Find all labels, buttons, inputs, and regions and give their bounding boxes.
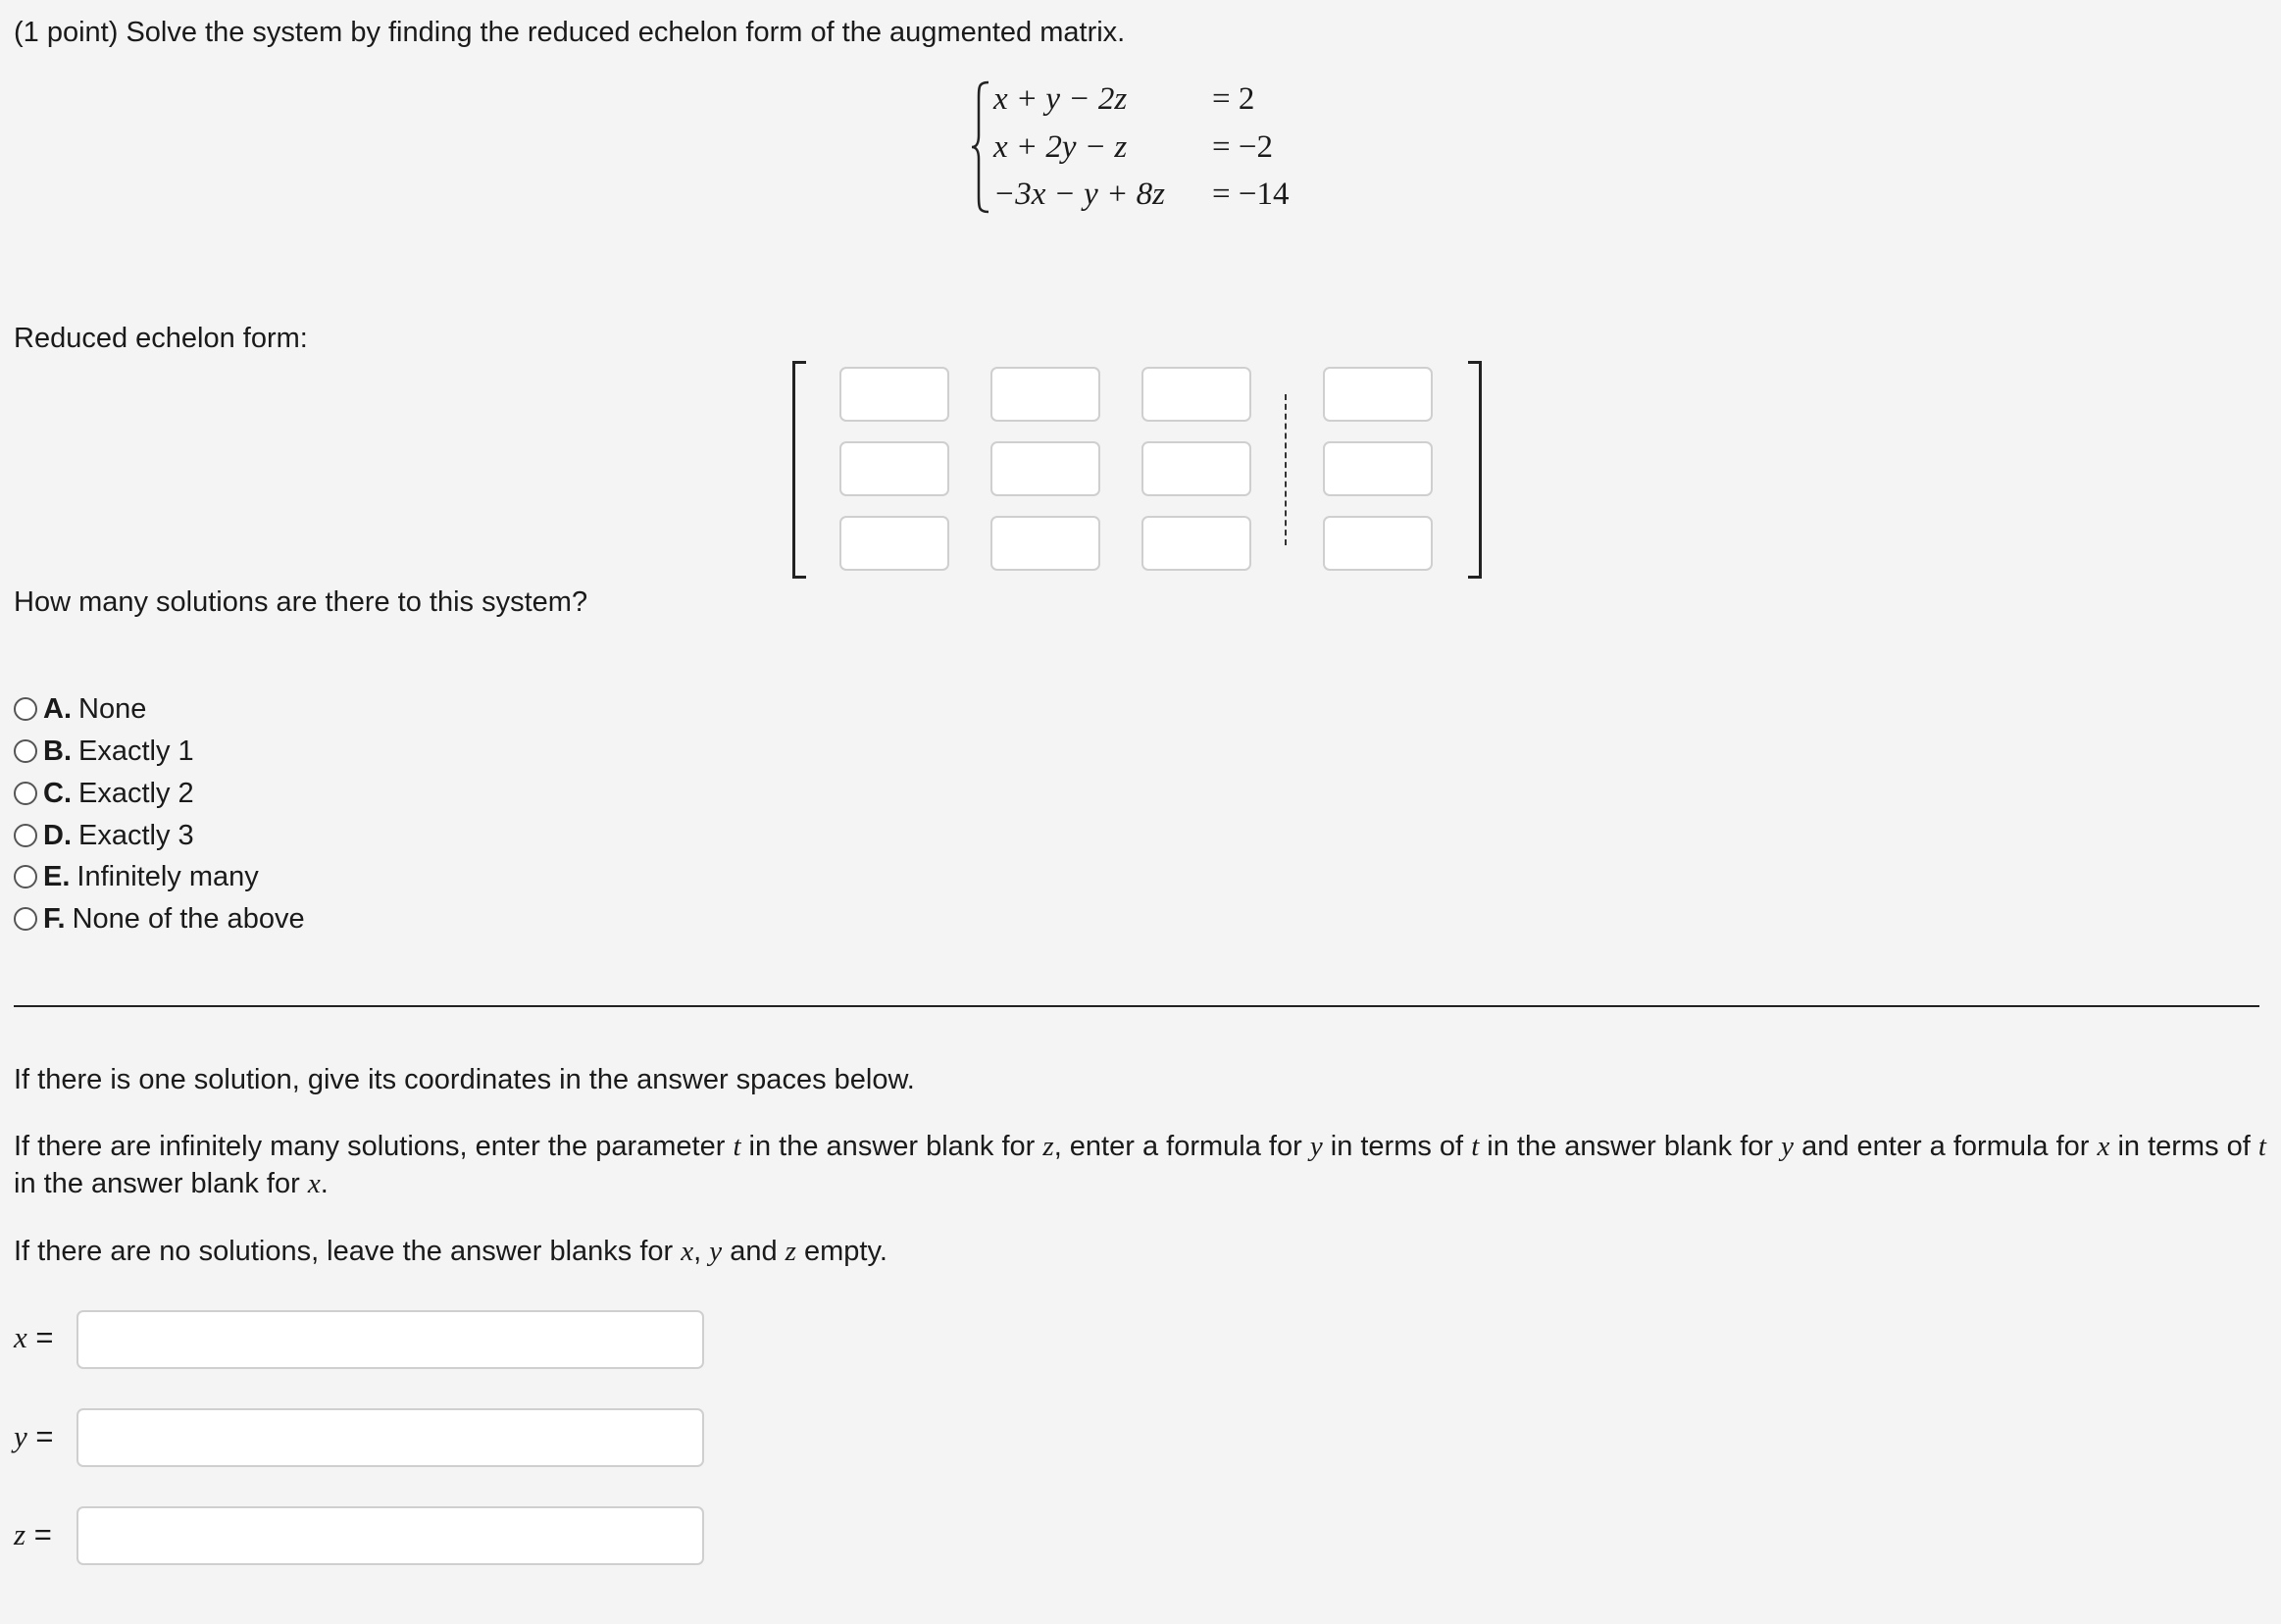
- instruction-text: in the answer blank for: [740, 1131, 1043, 1162]
- var-x: x: [14, 1320, 27, 1354]
- equation-1-rhs: = 2: [1212, 81, 1255, 117]
- matrix-right-bracket: [1468, 361, 1482, 579]
- var-z: z: [14, 1517, 26, 1551]
- equation-3-lhs: −3x − y + 8z: [993, 177, 1165, 212]
- radio-e[interactable]: [14, 865, 37, 888]
- var-y: y: [1781, 1131, 1795, 1162]
- matrix-cell-r3-c4[interactable]: [1323, 516, 1433, 571]
- y-answer-label: [14, 1417, 53, 1456]
- choice-c-letter: C.: [43, 777, 72, 809]
- choice-f[interactable]: [14, 899, 305, 939]
- var-y: y: [14, 1419, 27, 1453]
- choice-c[interactable]: [14, 774, 194, 813]
- matrix-cell-r3-c3[interactable]: [1141, 516, 1251, 571]
- var-x: x: [2097, 1131, 2110, 1162]
- choice-b[interactable]: [14, 732, 194, 771]
- instruction-no-solutions: [14, 1233, 887, 1270]
- choice-c-text: Exactly 2: [78, 777, 194, 809]
- choice-e-letter: E.: [43, 860, 71, 892]
- choice-f-text: None of the above: [72, 902, 305, 935]
- equation-1-lhs: x + y − 2z: [993, 81, 1128, 117]
- instruction-infinite-solutions: [14, 1128, 2266, 1202]
- equation-2-rhs: = −2: [1212, 129, 1273, 165]
- choice-e-text: Infinitely many: [76, 860, 259, 892]
- equation-3-rhs: = −14: [1212, 177, 1290, 212]
- var-z: z: [1042, 1131, 1054, 1162]
- matrix-cell-r3-c1[interactable]: [839, 516, 949, 571]
- var-t: t: [2257, 1131, 2266, 1162]
- matrix-cell-r2-c2[interactable]: [990, 441, 1100, 496]
- instruction-text: in the answer blank for: [14, 1168, 308, 1199]
- var-t: t: [733, 1131, 741, 1162]
- choice-e[interactable]: [14, 857, 259, 896]
- instruction-text: If there are no solutions, leave the answer blanks for: [14, 1236, 682, 1267]
- choice-a-text: None: [78, 692, 147, 725]
- choice-f-letter: F.: [43, 902, 66, 935]
- var-t: t: [1471, 1131, 1480, 1162]
- instruction-text: .: [320, 1168, 329, 1199]
- radio-b[interactable]: [14, 739, 37, 763]
- equals-sign: =: [26, 1320, 54, 1354]
- instruction-text: ,: [693, 1236, 710, 1267]
- var-x: x: [681, 1236, 694, 1267]
- instruction-text: in terms of: [1322, 1131, 1472, 1162]
- matrix-cell-r2-c1[interactable]: [839, 441, 949, 496]
- instruction-infinite-line-1: [14, 1128, 2266, 1165]
- instruction-text: and: [722, 1236, 786, 1267]
- choice-d-letter: D.: [43, 819, 72, 851]
- augmented-separator: [1285, 394, 1287, 545]
- instruction-infinite-line-2: [14, 1165, 2259, 1202]
- radio-a[interactable]: [14, 697, 37, 721]
- equation-2-lhs: x + 2y − z: [993, 129, 1128, 165]
- z-answer-input[interactable]: [76, 1506, 704, 1565]
- matrix-cell-r1-c3[interactable]: [1141, 367, 1251, 422]
- radio-f[interactable]: [14, 907, 37, 931]
- var-y: y: [709, 1236, 723, 1267]
- instruction-text: and enter a formula for: [1794, 1131, 2098, 1162]
- choice-d-text: Exactly 3: [78, 819, 194, 851]
- equals-sign: =: [26, 1419, 54, 1453]
- instruction-text: empty.: [795, 1236, 887, 1267]
- x-answer-label: [14, 1318, 53, 1357]
- problem-prompt: (1 point) Solve the system by finding the reduced echelon form of the augmented matrix.: [14, 17, 1126, 48]
- var-z: z: [785, 1236, 796, 1267]
- choice-b-letter: B.: [43, 735, 72, 767]
- section-divider: [14, 1005, 2259, 1007]
- choice-a[interactable]: [14, 689, 146, 729]
- equals-sign: =: [25, 1517, 52, 1551]
- instruction-text: , enter a formula for: [1053, 1131, 1310, 1162]
- var-x: x: [307, 1168, 321, 1199]
- y-answer-input[interactable]: [76, 1408, 704, 1467]
- solutions-question: How many solutions are there to this system?: [14, 586, 588, 618]
- matrix-cell-r1-c1[interactable]: [839, 367, 949, 422]
- choice-b-text: Exactly 1: [78, 735, 194, 767]
- matrix-cell-r1-c2[interactable]: [990, 367, 1100, 422]
- instruction-one-solution: If there is one solution, give its coordinates in the answer spaces below.: [14, 1064, 915, 1095]
- matrix-left-bracket: [792, 361, 806, 579]
- matrix-cell-r2-c3[interactable]: [1141, 441, 1251, 496]
- matrix-cell-r1-c4[interactable]: [1323, 367, 1433, 422]
- choice-a-letter: A.: [43, 692, 72, 725]
- x-answer-input[interactable]: [76, 1310, 704, 1369]
- instruction-text: in terms of: [2109, 1131, 2258, 1162]
- z-answer-label: [14, 1515, 52, 1554]
- radio-c[interactable]: [14, 782, 37, 805]
- matrix-cell-r3-c2[interactable]: [990, 516, 1100, 571]
- instruction-text: in the answer blank for: [1479, 1131, 1782, 1162]
- choice-d[interactable]: [14, 816, 194, 855]
- var-y: y: [1309, 1131, 1323, 1162]
- rref-label: Reduced echelon form:: [14, 323, 308, 354]
- radio-d[interactable]: [14, 824, 37, 847]
- matrix-cell-r2-c4[interactable]: [1323, 441, 1433, 496]
- left-brace-icon: [971, 80, 990, 214]
- instruction-text: If there are infinitely many solutions, enter the parameter: [14, 1131, 734, 1162]
